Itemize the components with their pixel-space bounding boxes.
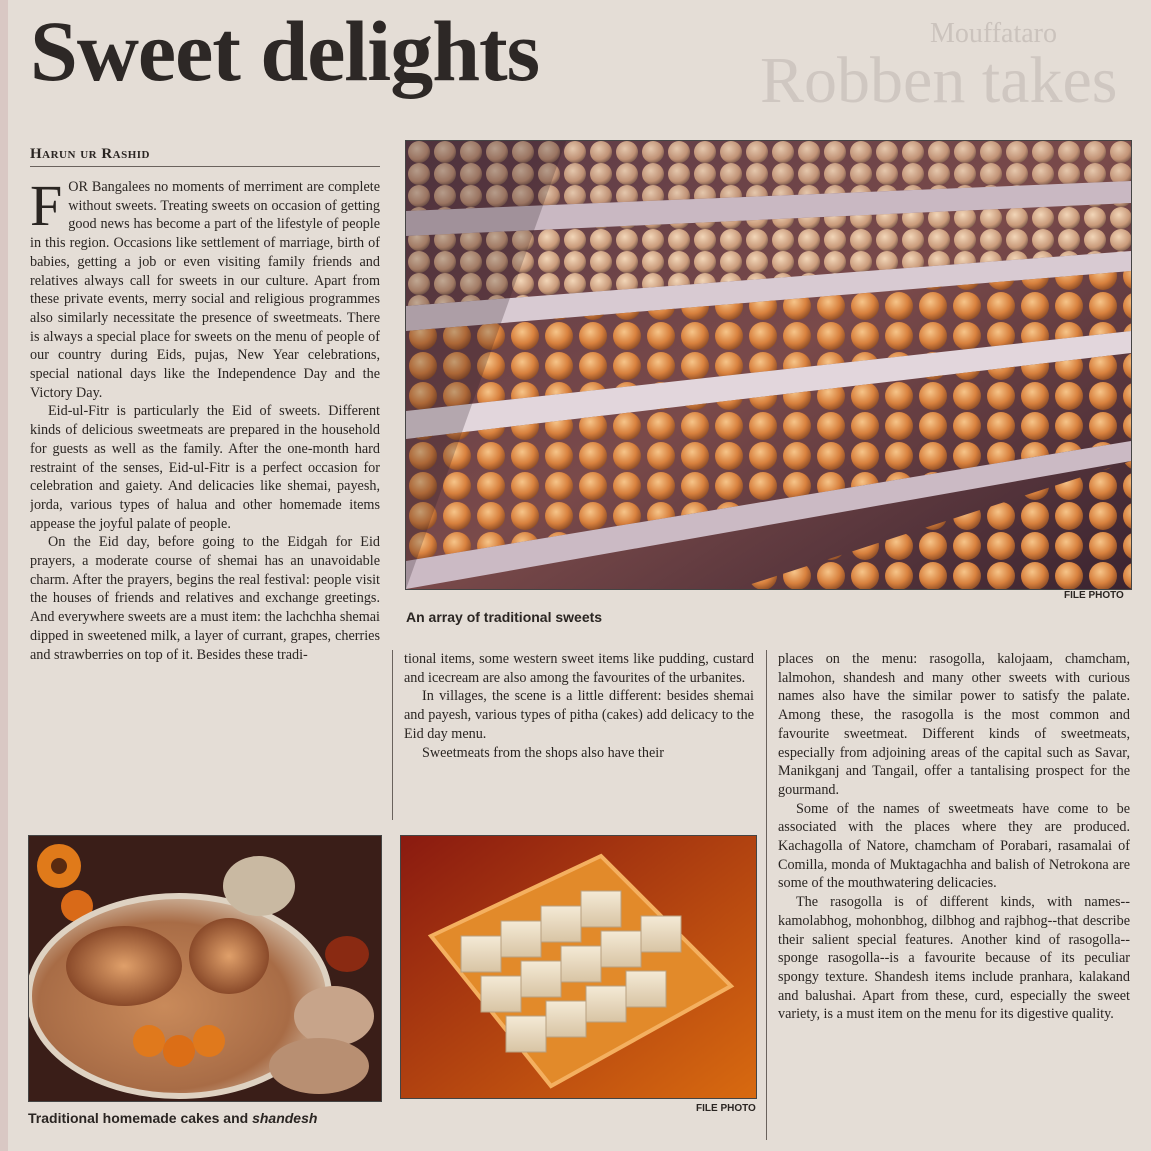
article-paragraph: places on the menu: rasogolla, kalojaam, chamcham, lalmohon, shandesh and many other sweets with curious names also have the similar power to satisfy the palate. Among these, the rasogolla is the most common and favourite sweetmeat. Different kinds of sweetmeats, especially from adjoining areas of the capital such as Savar, Manikganj and Tangail, offer a tantalising prospect for the gourmand.: [778, 651, 1130, 798]
byline: Harun ur Rashid: [30, 146, 380, 167]
headline: Sweet delights: [30, 3, 540, 99]
article-paragraph: In villages, the scene is a little different: besides shemai and payesh, various types of pitha (cakes) add delicacy to the Eid day menu.: [404, 688, 754, 742]
page-left-edge: [0, 0, 8, 1151]
cakes-image: [29, 836, 381, 1101]
photo-credit: FILE PHOTO: [696, 1103, 756, 1114]
photo-array-of-sweets: [405, 140, 1132, 590]
drop-cap: F: [30, 178, 63, 238]
photo-homemade-cakes: [28, 835, 382, 1102]
shandesh-image: [401, 836, 756, 1098]
photo-credit: FILE PHOTO: [1064, 590, 1124, 601]
article-paragraph: On the Eid day, before going to the Eidgah for Eid prayers, a moderate course of shemai has an unavoidable charm. After the prayers, begins the real festival: people visit the houses of friends and relatives and exchange greetings. And everywhere sweets are a must item: the lachchha shemai dipped in sweetened milk, a layer of currant, grapes, cherries and strawberries on top of it. Besides these tradi-: [30, 534, 380, 663]
article-paragraph: Sweetmeats from the shops also have their: [422, 744, 664, 761]
article-paragraph: Eid-ul-Fitr is particularly the Eid of sweets. Different kinds of delicious sweetmeats are prepared in the household for guests as well as the family. After the one-month hard restraint of the senses, Eid-ul-Fitr is a perfect occasion for celebration and gaiety. And delicacies like shemai, payesh, jorda, various types of halua and other homemade items appease the joyful palate of people.: [30, 403, 380, 532]
article-column-1: [30, 178, 380, 818]
bleedthrough-text: Mouffataro Robben takes: [760, 20, 1118, 117]
article-column-3: [778, 650, 1130, 1135]
column-rule: [766, 650, 767, 1140]
article-paragraph: The rasogolla is of different kinds, with names-- kamolabhog, mohonbhog, dilbhog and rajbhog--that describe their salient special features. Another kind of rasogolla--sponge rasogolla--is a favourite because of its peculiar spongy texture. Shandesh items include pranhara, kalakand and balushai. Apart from these, curd, especially the sweet variety, is a must item on the menu for its digestive quality.: [778, 894, 1130, 1023]
column-rule: [392, 650, 393, 820]
article-column-2: [404, 650, 754, 810]
article-paragraph: FOR Bangalees no moments of merriment are complete without sweets. Treating sweets on occasion of getting good news has become a part of the lifestyle of people in this region. Occasions like settlement of marriage, birth of babies, getting a job or even visiting family friends and relatives always call for sweets in our culture. Apart from these private events, merry social and religious programmes also similarly necessitate the presence of sweetmeats. There is always a special place for sweets on the menu of people of our country during Eids, pujas, New Year celebrations, special national days like the Independence Day and the Victory Day.: [30, 178, 380, 401]
photo-shandesh: [400, 835, 757, 1099]
article-paragraph: Some of the names of sweetmeats have come to be associated with the places where they are produced. Kachagolla of Natore, chamcham of Porabari, rasamalai of Comilla, monda of Muktagachha and balish of Netrokona are some of the mouthwatering delicacies.: [778, 800, 1130, 892]
photo-caption: Traditional homemade cakes and shandesh: [28, 1110, 318, 1126]
sweets-display-image: [406, 141, 1131, 589]
article-paragraph: tional items, some western sweet items like pudding, custard and icecream are also among the favourites of the urbanites.: [404, 651, 754, 686]
photo-caption: An array of traditional sweets: [406, 609, 603, 625]
